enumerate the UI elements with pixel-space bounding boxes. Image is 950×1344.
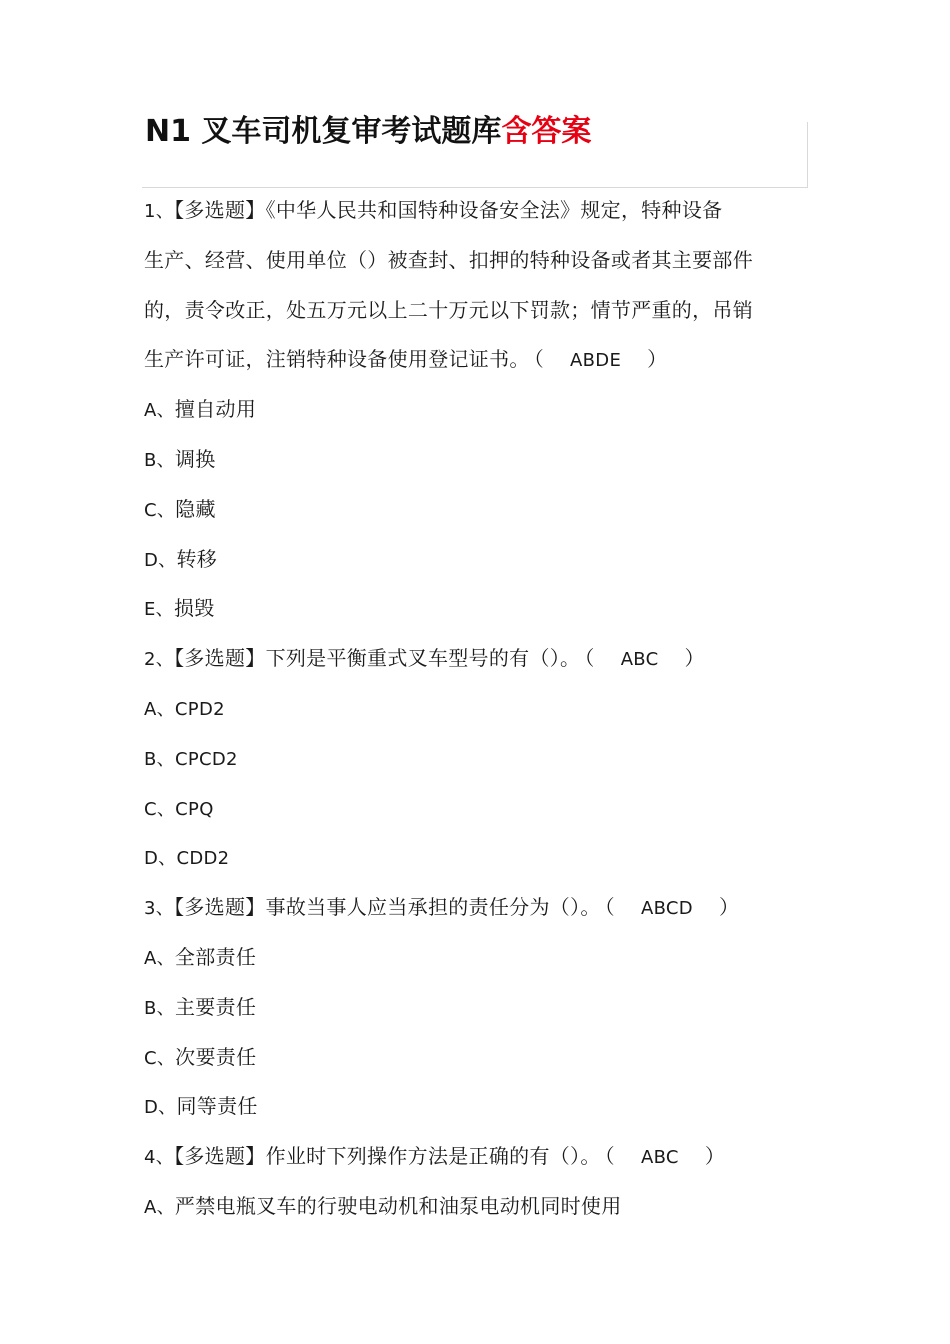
question-text: 的，责令改正，处五万元以上二十万元以下罚款；情节严重的，吊销 [144,297,753,322]
option-letter: A、 [144,947,175,969]
question-stem-line [144,634,810,684]
option-item [144,584,810,634]
question-number: 2、 [144,649,175,671]
title-main: N1 叉车司机复审考试题库 [145,114,502,149]
question-3 [144,883,810,1132]
option-text: 转移 [176,546,218,571]
question-text: 生产许可证，注销特种设备使用登记证书。 [144,347,530,372]
option-text: 严禁电瓶叉车的行驶电动机和油泵电动机同时使用 [174,1193,622,1218]
option-letter: C、 [144,798,176,820]
option-letter: C、 [144,1047,176,1069]
option-text: 主要责任 [174,994,257,1019]
question-type: 【多选题】 [174,1144,266,1169]
question-text: 《中华人民共和国特种设备安全法》规定，特种设备 [265,198,723,222]
option-text: 损毁 [173,596,215,621]
option-item [144,1033,810,1083]
question-stem-line [144,1132,810,1182]
question-type: 【多选题】 [174,198,266,222]
option-letter: D、 [144,549,177,571]
option-item [144,734,810,784]
option-item [144,933,810,983]
option-letter: A、 [144,698,175,720]
question-text: 事故当事人应当承担的责任分为（）。 [265,895,601,920]
option-item [144,983,810,1033]
option-letter: A、 [144,400,175,422]
option-letter: D、 [144,848,177,870]
question-1 [144,186,810,634]
answer-key: ABC [640,1147,679,1169]
question-number: 3、 [144,898,175,920]
option-text: 全部责任 [174,944,257,969]
question-4 [144,1132,810,1232]
option-text: 隐藏 [175,496,216,521]
question-type: 【多选题】 [174,646,266,671]
answer-key: ABC [620,649,659,671]
question-list [144,186,810,1232]
question-2 [144,634,810,883]
option-letter: C、 [144,499,176,521]
question-type: 【多选题】 [174,895,266,920]
option-item [144,1082,810,1132]
answer-paren-open: （ [604,1144,615,1169]
answer-key: ABDE [570,350,622,372]
option-text: CPCD2 [174,748,238,770]
option-item [144,833,810,883]
question-number: 4、 [144,1147,175,1169]
option-text: 擅自动用 [174,397,257,422]
answer-paren-close: ） [647,347,668,372]
question-text: 生产、经营、使用单位（）被查封、扣押的特种设备或者其主要部件 [144,247,753,272]
option-item [144,485,810,535]
option-text: CPD2 [174,698,225,720]
answer-paren-open: （ [584,646,595,671]
option-item [144,784,810,834]
question-text: 下列是平衡重式叉车型号的有（）。 [265,646,581,671]
answer-paren-open: （ [533,347,545,372]
option-item [144,385,810,435]
answer-paren-close: ） [718,895,740,920]
option-item [144,684,810,734]
option-text: 调换 [174,446,216,471]
option-text: 次要责任 [175,1044,257,1069]
option-letter: B、 [144,997,175,1019]
question-number: 1、 [144,201,175,222]
option-text: 同等责任 [176,1094,258,1119]
option-text: CDD2 [176,848,230,870]
question-stem-line [144,883,810,933]
question-stem-line [144,186,810,236]
title-box [142,114,808,188]
option-text: CPQ [175,798,214,820]
option-letter: B、 [144,449,175,471]
option-letter: E、 [144,599,174,621]
answer-paren-close: ） [684,646,705,671]
question-stem-line [144,335,810,385]
question-text: 作业时下列操作方法是正确的有（）。 [265,1144,601,1169]
option-item [144,535,810,585]
document-title [145,112,591,152]
question-stem-line [144,236,810,286]
option-item [144,435,810,485]
answer-paren-close: ） [704,1144,726,1169]
option-letter: A、 [144,1196,175,1218]
question-stem-line [144,286,810,336]
option-item [144,1182,810,1232]
answer-key: ABCD [640,898,693,920]
option-letter: B、 [144,748,175,770]
answer-paren-open: （ [604,895,615,920]
option-letter: D、 [144,1097,177,1119]
title-accent: 含答案 [501,114,592,149]
